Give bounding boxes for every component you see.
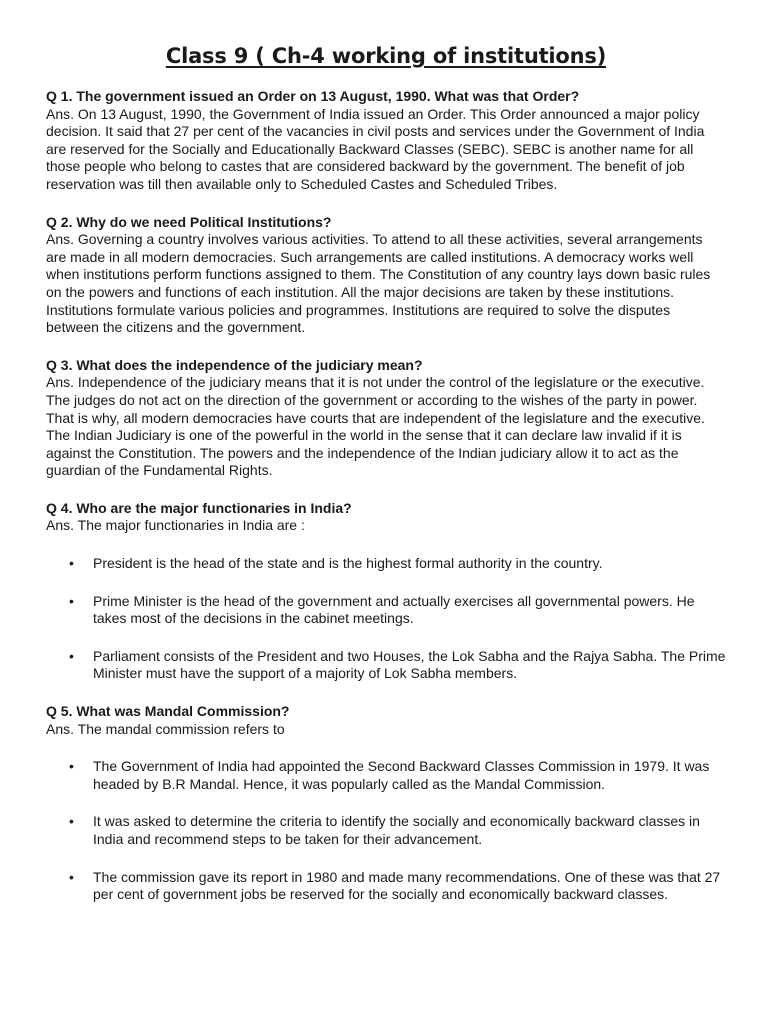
list-item-text: The commission gave its report in 1980 and made many recommendations. One of these was that 27 per cent of government jobs be reserved for the socially and economically backward classes. (93, 868, 721, 903)
question-1: Q 1. The government issued an Order on 13 August, 1990. What was that Order? (46, 88, 580, 104)
question-block-1 (46, 88, 726, 194)
list-item-text: It was asked to determine the criteria to identify the socially and economically backward classes in India and recommend steps to be taken for their advancement. (93, 813, 700, 847)
list-item (46, 593, 726, 628)
answer-4: Ans. The major functionaries in India are : (46, 517, 305, 534)
document-page (46, 44, 726, 924)
list-item (46, 648, 726, 683)
bullet-icon: • (69, 758, 74, 775)
answer-5-list (46, 758, 726, 904)
list-item-text: President is the head of the state and is the highest formal authority in the country. (93, 555, 603, 572)
bullet-icon: • (69, 647, 74, 664)
bullet-icon: • (69, 555, 74, 572)
bullet-icon: • (69, 813, 74, 830)
question-4: Q 4. Who are the major functionaries in India? (46, 499, 352, 516)
answer-5: Ans. The mandal commission refers to (46, 720, 285, 737)
list-item-text: Parliament consists of the President and two Houses, the Lok Sabha and the Rajya Sabha. The Prime Minister must have the support of a majority of Lok Sabha members. (93, 647, 726, 682)
list-item (46, 813, 726, 848)
answer-1: Ans. On 13 August, 1990, the Government of India issued an Order. This Order announced a major policy decision. It said that 27 per cent of the vacancies in civil posts and services under the Government of India are reserved for the Socially and Educationally Backward Classes (SEBC). SEBC is another name for all those people who belong to castes that are considered backward by the government. The benefit of job reservation was till then available only to Scheduled Castes and Scheduled Tribes. (46, 105, 705, 192)
bullet-icon: • (69, 592, 74, 609)
list-item-text: Prime Minister is the head of the government and actually exercises all governmental powers. He takes most of the decisions in the cabinet meetings. (93, 592, 695, 627)
question-2: Q 2. Why do we need Political Institutions? (46, 213, 332, 230)
question-5: Q 5. What was Mandal Commission? (46, 703, 290, 720)
question-block-3 (46, 357, 726, 480)
bullet-icon: • (69, 868, 74, 885)
list-item-text: The Government of India had appointed the Second Backward Classes Commission in 1979. It was headed by B.R Mandal. Hence, it was popularly called as the Mandal Commission. (93, 758, 710, 792)
answer-4-list (46, 555, 726, 683)
question-block-4 (46, 500, 726, 683)
list-item (46, 555, 726, 573)
question-block-5 (46, 703, 726, 904)
list-item (46, 869, 726, 904)
question-3: Q 3. What does the independence of the judiciary mean? (46, 356, 423, 373)
page-title: Class 9 ( Ch-4 working of institutions) (165, 44, 607, 68)
answer-3: Ans. Independence of the judiciary means that it is not under the control of the legislature or the executive. The judges do not act on the direction of the government or according to the wishes of the party in power. That is why, all modern democracies have courts that are independent of the legislature and the executive. The Indian Judiciary is one of the powerful in the world in the sense that it can declare law invalid if it is against the Constitution. The powers and the independence of the Indian judiciary allow it to act as the guardian of the Fundamental Rights. (46, 374, 705, 479)
question-block-2 (46, 214, 726, 337)
answer-2: Ans. Governing a country involves various activities. To attend to all these activities, several arrangements are made in all modern democracies. Such arrangements are called institutions. A democracy works well when institutions perform functions assigned to them. The Constitution of any country lays down basic rules on the powers and functions of each institution. All the major decisions are taken by these institutions. Institutions formulate various policies and programmes. Institutions are required to solve the disputes between the citizens and the government. (46, 231, 711, 336)
list-item (46, 758, 726, 793)
